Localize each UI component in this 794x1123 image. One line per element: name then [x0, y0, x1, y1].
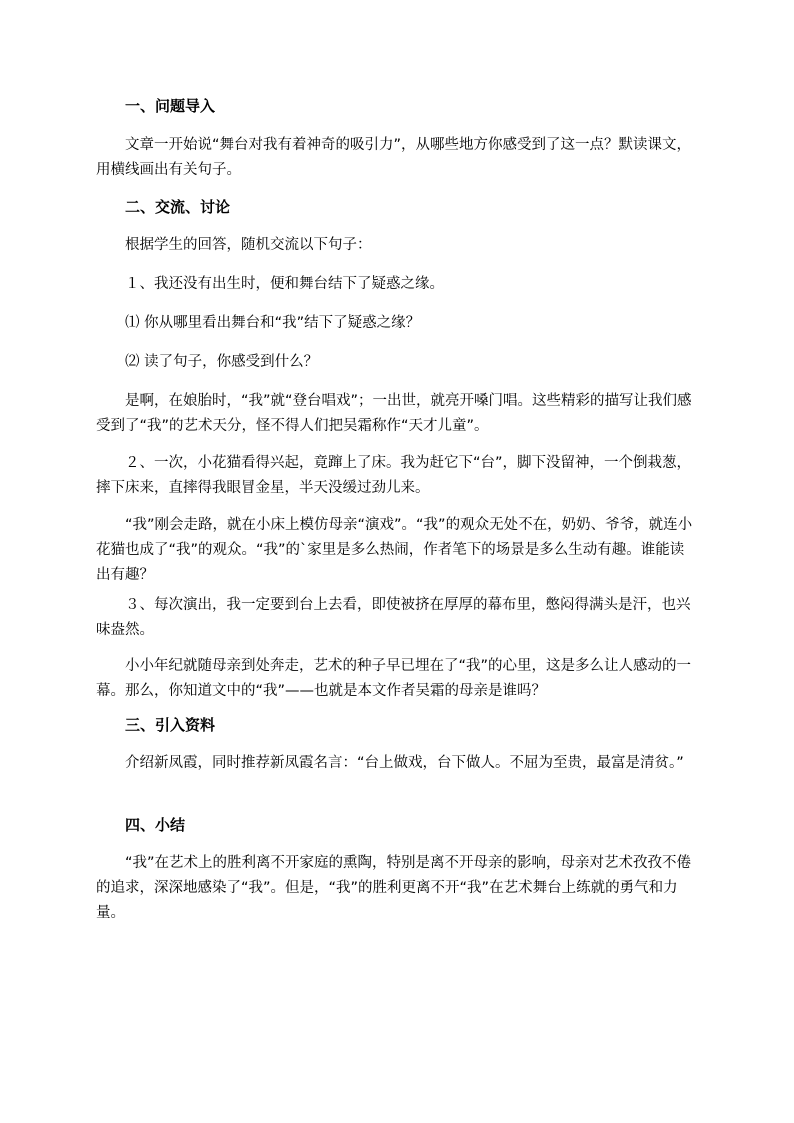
paragraph: 文章一开始说“舞台对我有着神奇的吸引力”，从哪些地方你感受到了这一点？默读课文，用横线画出有关句子。 [96, 137, 692, 178]
paragraph: 介绍新凤霞，同时推荐新凤霞名言：“台上做戏，台下做人。不屈为至贵，最富是清贫。” [125, 755, 684, 771]
paragraph: 是啊，在娘胎时，“我”就“登台唱戏”；一出世，就亮开嗓门唱。这些精彩的描写让我们感受到了“我”的艺术天分，怪不得人们把吴霜称作“天才儿童”。 [96, 393, 692, 434]
list-item: ２、一次，小花猫看得兴起，竟蹿上了床。我为赶它下“台”，脚下没留神，一个倒栽葱，摔下床来，直摔得我眼冒金星，半天没缓过劲儿来。 [96, 455, 692, 496]
paragraph: “我”刚会走路，就在小床上模仿母亲“演戏”。“我”的观众无处不在，奶奶、爷爷，就连小花猫也成了“我”的观众。“我”的`家里是多么热闹，作者笔下的场景是多么生动有趣。谁能读出有趣？ [96, 517, 693, 583]
heading-summary: 四、小结 [125, 816, 186, 834]
list-item: ⑴ 你从哪里看出舞台和“我”结下了疑惑之缘？ [125, 315, 421, 331]
list-item: ⑵ 读了句子，你感受到什么？ [125, 354, 319, 370]
list-item: ３、每次演出，我一定要到台上去看，即使被挤在厚厚的幕布里，憋闷得满头是汗，也兴味盎然。 [96, 597, 691, 638]
paragraph: 根据学生的回答，随机交流以下句子： [125, 237, 372, 253]
heading-discussion: 二、交流、讨论 [125, 198, 231, 216]
paragraph: “我”在艺术上的胜利离不开家庭的熏陶，特别是离不开母亲的影响，母亲对艺术孜孜不倦的追求，深深地感染了“我”。但是，“我”的胜利更离不开“我”在艺术舞台上练就的勇气和力量。 [96, 855, 692, 921]
heading-references: 三、引入资料 [125, 716, 216, 734]
heading-problem-intro: 一、问题导入 [125, 97, 216, 115]
paragraph: 小小年纪就随母亲到处奔走，艺术的种子早已埋在了“我”的心里，这是多么让人感动的一幕。那么，你知道文中的“我”——也就是本文作者吴霜的母亲是谁吗？ [96, 658, 692, 699]
list-item: １、我还没有出生时，便和舞台结下了疑惑之缘。 [125, 276, 444, 292]
